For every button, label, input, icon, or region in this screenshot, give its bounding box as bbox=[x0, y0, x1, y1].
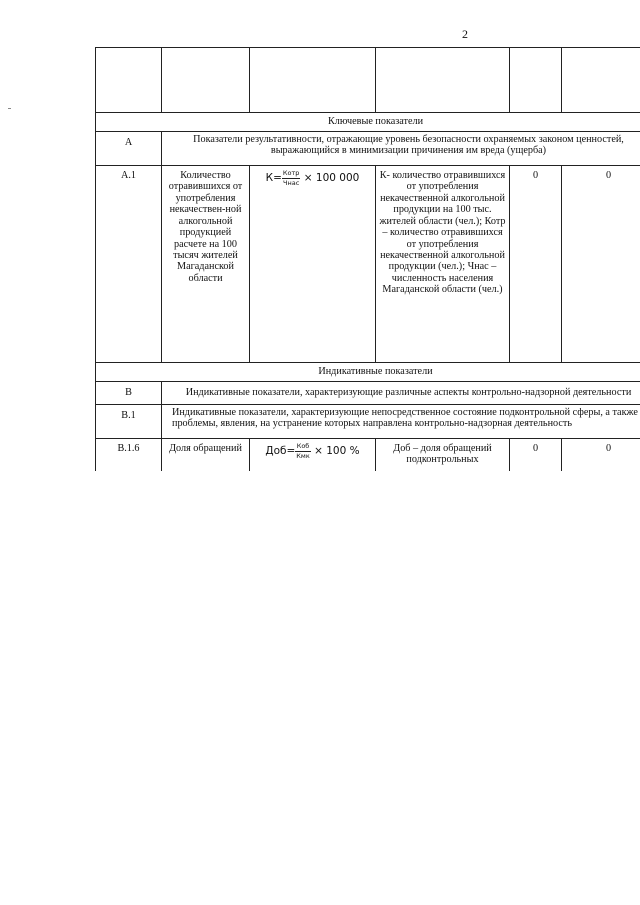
section-title-indicative: Индикативные показатели bbox=[96, 363, 640, 382]
indicators-table-frame bbox=[95, 47, 640, 471]
value2-a1: 0 bbox=[562, 166, 640, 363]
value1-a1: 0 bbox=[510, 166, 562, 363]
row-code-a: А bbox=[96, 132, 162, 166]
value1-b16: 0 bbox=[510, 439, 562, 472]
indicator-row-a1 bbox=[96, 166, 640, 363]
formula-b16 bbox=[250, 439, 376, 472]
indicator-name-a1: Количество отравившихся от употребления некачествен-ной алкогольной продукцией расчете на 100 тысяч жителей Магаданской области bbox=[162, 166, 250, 363]
row-code-b16: В.1.6 bbox=[96, 439, 162, 472]
formula-a1 bbox=[250, 166, 376, 363]
indicator-name-b16: Доля обращений bbox=[162, 439, 250, 472]
value2-b16: 0 bbox=[562, 439, 640, 472]
scan-mark bbox=[8, 108, 11, 109]
section-row-key bbox=[96, 113, 640, 132]
formula-denominator-a1: Чнас bbox=[283, 178, 300, 187]
header-cell bbox=[510, 48, 562, 113]
row-code-b: В bbox=[96, 382, 162, 405]
section-row-indicative bbox=[96, 363, 640, 382]
page-number: 2 bbox=[462, 27, 468, 41]
group-text-b: Индикативные показатели, характеризующие различные аспекты контрольно-надзорной деятельности bbox=[162, 382, 640, 405]
header-cell bbox=[162, 48, 250, 113]
formula-numerator-a1: Котр bbox=[282, 169, 300, 177]
row-code-a1: А.1 bbox=[96, 166, 162, 363]
section-title-key: Ключевые показатели bbox=[96, 113, 640, 132]
indicators-table bbox=[95, 47, 640, 471]
formula-lhs-b16: Доб= bbox=[265, 445, 296, 457]
formula-rhs-a1: × 100 000 bbox=[303, 172, 360, 184]
group-text-a: Показатели результативности, отражающие уровень безопасности охраняемых законом ценностей, выражающийся в минимизации причинения им вреда (ущерба) bbox=[162, 132, 640, 166]
formula-lhs-a1: К= bbox=[265, 172, 282, 184]
fraction-b16 bbox=[295, 443, 310, 459]
header-cell bbox=[96, 48, 162, 113]
header-row bbox=[96, 48, 640, 113]
header-cell bbox=[250, 48, 376, 113]
comment-a1: К- количество отравившихся от употребления некачественной алкогольной продукции на 100 тыс. жителей области (чел.); Котр – количество отравившихся от употребления некачественной алкогольной продукции (чел.); Чнас – численность населения Магаданской области (чел.) bbox=[376, 166, 510, 363]
header-cell bbox=[376, 48, 510, 113]
group-text-b1: Индикативные показатели, характеризующие непосредственное состояние подконтрольной сферы, а также проблемы, явления, на устранение которых направлена контрольно-надзорная деятельность bbox=[162, 405, 640, 439]
group-row-b1 bbox=[96, 405, 640, 439]
comment-b16: Доб – доля обращений подконтрольных bbox=[376, 439, 510, 472]
formula-rhs-b16: × 100 % bbox=[314, 445, 360, 457]
fraction-a1 bbox=[282, 170, 301, 186]
formula-denominator-b16: Кмк bbox=[296, 451, 310, 460]
row-code-b1: В.1 bbox=[96, 405, 162, 439]
group-row-b bbox=[96, 382, 640, 405]
formula-numerator-b16: Коб bbox=[296, 442, 310, 450]
group-row-a bbox=[96, 132, 640, 166]
indicator-row-b16 bbox=[96, 439, 640, 472]
header-cell bbox=[562, 48, 640, 113]
